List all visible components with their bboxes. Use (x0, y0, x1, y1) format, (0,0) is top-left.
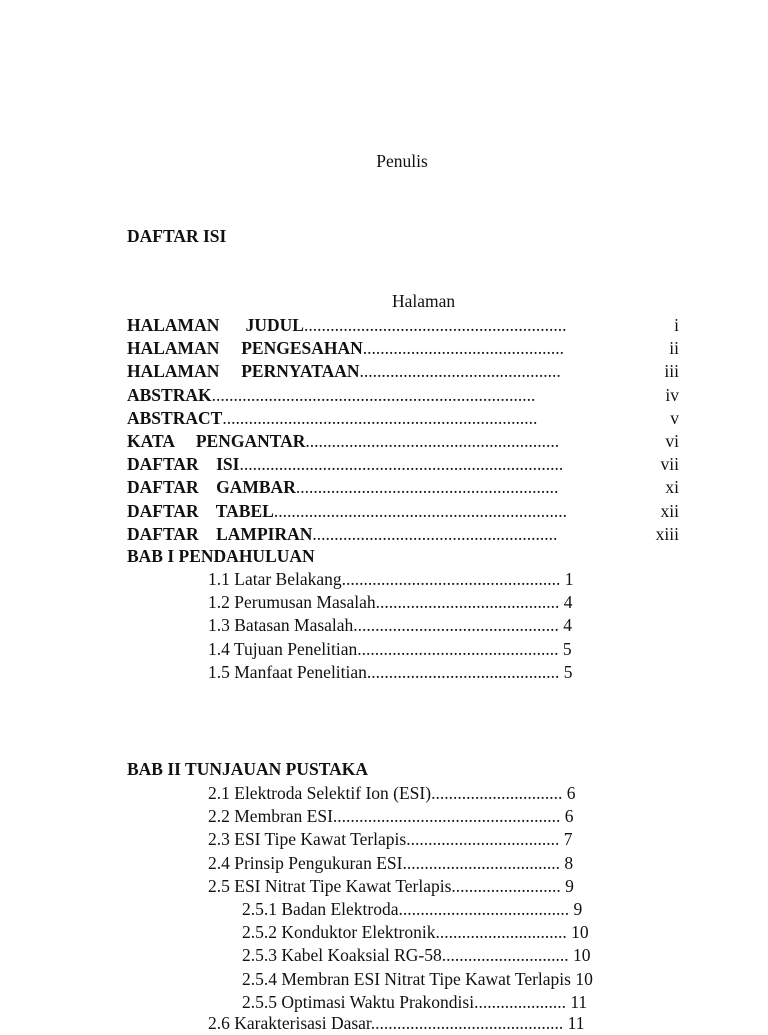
toc-heading: DAFTAR ISI (127, 226, 227, 246)
bab2-title: BAB II TUNJAUAN PUSTAKA (127, 759, 368, 779)
toc-entry-label: DAFTAR GAMBAR............................................................ (127, 477, 559, 498)
toc-dot-leader: .......................................................... (305, 431, 560, 451)
toc-entry-label: HALAMAN PENGESAHAN.............................................. (127, 338, 565, 359)
toc-entry-front (127, 407, 679, 430)
toc-page-number: v (670, 407, 679, 428)
toc-dot-leader: ............................................................ (295, 477, 559, 498)
toc-entry: 2.5.4 Membran ESI Nitrat Tipe Kawat Terlapis 10 (242, 968, 593, 989)
toc-entry: 2.5 ESI Nitrat Tipe Kawat Terlapis......................... 9 (208, 875, 574, 896)
bab1-title: BAB I PENDAHULUAN (127, 546, 315, 566)
toc-entry-label: DAFTAR TABEL................................................................... (127, 500, 567, 521)
toc-page-number: vi (665, 431, 679, 451)
page-column-label: Halaman (392, 291, 456, 311)
toc-page-number: i (674, 315, 679, 335)
toc-entry: 1.5 Manfaat Penelitian............................................ 5 (208, 661, 573, 682)
toc-dot-leader: ........................................................................ (222, 407, 538, 428)
toc-entry: 2.5.3 Kabel Koaksial RG-58............................. 10 (242, 945, 591, 966)
toc-entry-cut: 2.6 Karakterisasi Dasar............................................ 11 (208, 1013, 585, 1033)
toc-entry: 2.5.2 Konduktor Elektronik.............................. 10 (242, 922, 589, 943)
toc-entry-label: ABSTRACT........................................................................ (127, 407, 538, 428)
toc-entry-label: KATA PENGANTAR.......................................................... (127, 431, 560, 451)
toc-dot-leader: ........................................................ (312, 523, 558, 544)
toc-entry-label: HALAMAN JUDUL............................................................ (127, 315, 567, 335)
toc-dot-leader: ............................................................ (303, 315, 567, 335)
toc-entry-front (127, 430, 679, 453)
toc-entry: 2.2 Membran ESI.................................................... 6 (208, 806, 574, 827)
toc-page-number: vii (660, 454, 679, 475)
toc-dot-leader: .............................................. (362, 338, 565, 359)
toc-entry-front (127, 476, 679, 499)
toc-entry-front (127, 360, 679, 383)
toc-entry: 1.1 Latar Belakang.................................................. 1 (208, 569, 574, 589)
toc-entry: 2.5.1 Badan Elektroda....................................... 9 (242, 899, 583, 919)
toc-dot-leader: ................................................................... (273, 500, 567, 521)
toc-dot-leader: .......................................................................... (211, 384, 536, 405)
toc-entry-front (127, 384, 679, 407)
author-label: Penulis (376, 151, 428, 171)
toc-entry-front (127, 337, 679, 360)
toc-entry-front (127, 500, 679, 523)
toc-dot-leader: .......................................................................... (239, 454, 564, 475)
toc-entry: 2.5.5 Optimasi Waktu Prakondisi..................... 11 (242, 991, 588, 1012)
toc-entry-label: DAFTAR ISI.......................................................................... (127, 454, 564, 475)
toc-entry-label: DAFTAR LAMPIRAN........................................................ (127, 523, 558, 544)
toc-page-number: xii (660, 500, 679, 521)
toc-entry-front (127, 523, 679, 546)
toc-page-number: iv (665, 384, 679, 405)
toc-page-number: xi (665, 477, 679, 498)
toc-page-number: xiii (655, 523, 679, 544)
toc-entry-front (127, 453, 679, 476)
toc-entry-label: ABSTRAK.......................................................................... (127, 384, 536, 405)
toc-entry: 1.4 Tujuan Penelitian.............................................. 5 (208, 638, 572, 659)
toc-entry: 2.1 Elektroda Selektif Ion (ESI).............................. 6 (208, 783, 576, 803)
toc-entry-label: HALAMAN PERNYATAAN.............................................. (127, 361, 561, 382)
toc-dot-leader: .............................................. (359, 361, 561, 382)
toc-entry-front (127, 314, 679, 337)
toc-page-number: iii (664, 361, 679, 382)
toc-entry: 2.4 Prinsip Pengukuran ESI.................................... 8 (208, 852, 574, 873)
toc-entry: 2.3 ESI Tipe Kawat Terlapis................................... 7 (208, 829, 573, 850)
toc-entry: 1.2 Perumusan Masalah.......................................... 4 (208, 592, 573, 613)
toc-entry: 1.3 Batasan Masalah............................................... 4 (208, 615, 573, 636)
toc-page-number: ii (669, 338, 679, 359)
